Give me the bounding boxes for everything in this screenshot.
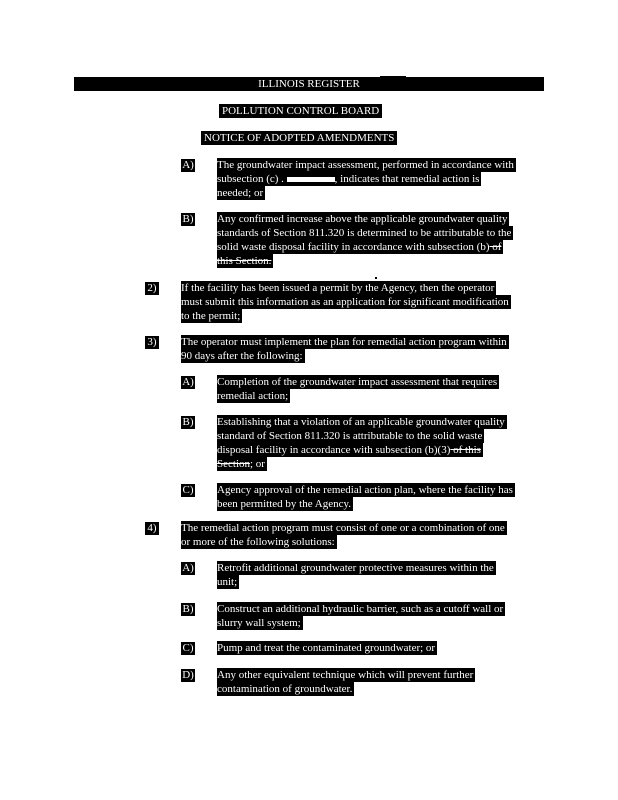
struck-text: of — [489, 241, 502, 253]
text-line: slurry wall system; — [217, 617, 301, 629]
text-line: The remedial action program must consist of one or a combination of one — [181, 522, 505, 534]
item-c3-text — [217, 483, 545, 511]
text-span: , indicates that remedial action is — [334, 173, 480, 185]
text-line: Establishing that a violation of an applicable groundwater quality — [217, 416, 505, 428]
register-header — [74, 77, 544, 91]
text-line: or more of the following solutions: — [181, 536, 335, 548]
struck-text: Section — [217, 458, 250, 470]
item-b4-text — [217, 602, 545, 630]
item-2-text — [181, 281, 545, 323]
item-label-3: 3) — [145, 336, 159, 349]
item-a1-text — [217, 158, 545, 200]
item-label-4: 4) — [145, 522, 159, 535]
text-line: Completion of the groundwater impact assessment that requires — [217, 376, 498, 388]
redaction-mark — [287, 177, 335, 182]
struck-text: this Section. — [217, 255, 272, 267]
item-label-c3: C) — [182, 484, 194, 496]
item-label-a3: A) — [182, 376, 194, 388]
text-line — [217, 443, 483, 457]
item-a3-text — [217, 375, 545, 403]
struck-text: of this — [450, 444, 481, 456]
text-line: unit; — [217, 576, 238, 588]
text-line: been permitted by the Agency. — [217, 498, 351, 510]
text-span: ; or — [250, 458, 265, 470]
text-line: Any confirmed increase above the applicable groundwater quality — [217, 213, 508, 225]
item-label-2: 2) — [145, 282, 159, 295]
text-line — [217, 240, 503, 254]
text-line: The operator must implement the plan for remedial action program within — [181, 336, 507, 348]
text-line: standard of Section 811.320 is attributable to the solid waste — [217, 430, 483, 442]
item-label-b1: B) — [182, 213, 194, 225]
text-line: needed; or — [217, 187, 264, 199]
text-line: remedial action; — [217, 390, 289, 402]
text-line — [217, 254, 273, 268]
item-b3-text — [217, 415, 545, 471]
text-line: standards of Section 811.320 is determined to be attributable to the — [217, 227, 512, 239]
notice-title: NOTICE OF ADOPTED AMENDMENTS — [201, 131, 397, 145]
text-line: Retrofit additional groundwater protective measures within the — [217, 562, 494, 574]
text-line: If the facility has been issued a permit by the Agency, then the operator — [181, 282, 495, 294]
board-title: POLLUTION CONTROL BOARD — [219, 104, 382, 118]
item-label-a4: A) — [182, 562, 194, 574]
item-c4-text — [217, 641, 545, 655]
register-title: ILLINOIS REGISTER — [258, 78, 360, 90]
text-line: Pump and treat the contaminated groundwater; or — [217, 642, 436, 654]
text-line: Construct an additional hydraulic barrier, such as a cutoff wall or — [217, 603, 504, 615]
text-line: Agency approval of the remedial action plan, where the facility has — [217, 484, 513, 496]
text-line — [217, 457, 267, 471]
text-line: contamination of groundwater. — [217, 683, 353, 695]
item-4-text — [181, 521, 545, 549]
item-d4-text — [217, 668, 545, 696]
item-label-b4: B) — [182, 603, 194, 615]
item-a4-text — [217, 561, 545, 589]
item-label-a1: A) — [182, 159, 194, 171]
text-line: must submit this information as an application for significant modification — [181, 296, 509, 308]
text-span: subsection (c) — [217, 173, 279, 185]
text-span: solid waste disposal facility in accordance with subsection (b) — [217, 241, 490, 253]
item-b1-text — [217, 212, 545, 268]
scan-speck — [380, 76, 406, 78]
item-label-b3: B) — [182, 416, 194, 428]
text-line: to the permit; — [181, 310, 241, 322]
text-line: Any other equivalent technique which will prevent further — [217, 669, 474, 681]
text-line: 90 days after the following: — [181, 350, 303, 362]
text-line: subsection (c) . , indicates that remedial action is — [217, 173, 480, 185]
item-label-d4: D) — [182, 669, 194, 681]
text-line: The groundwater impact assessment, performed in accordance with — [217, 159, 514, 171]
text-span: disposal facility in accordance with subsection (b)(3) — [217, 444, 451, 456]
item-label-c4: C) — [182, 642, 194, 654]
scan-speck — [375, 277, 377, 279]
item-3-text — [181, 335, 545, 363]
